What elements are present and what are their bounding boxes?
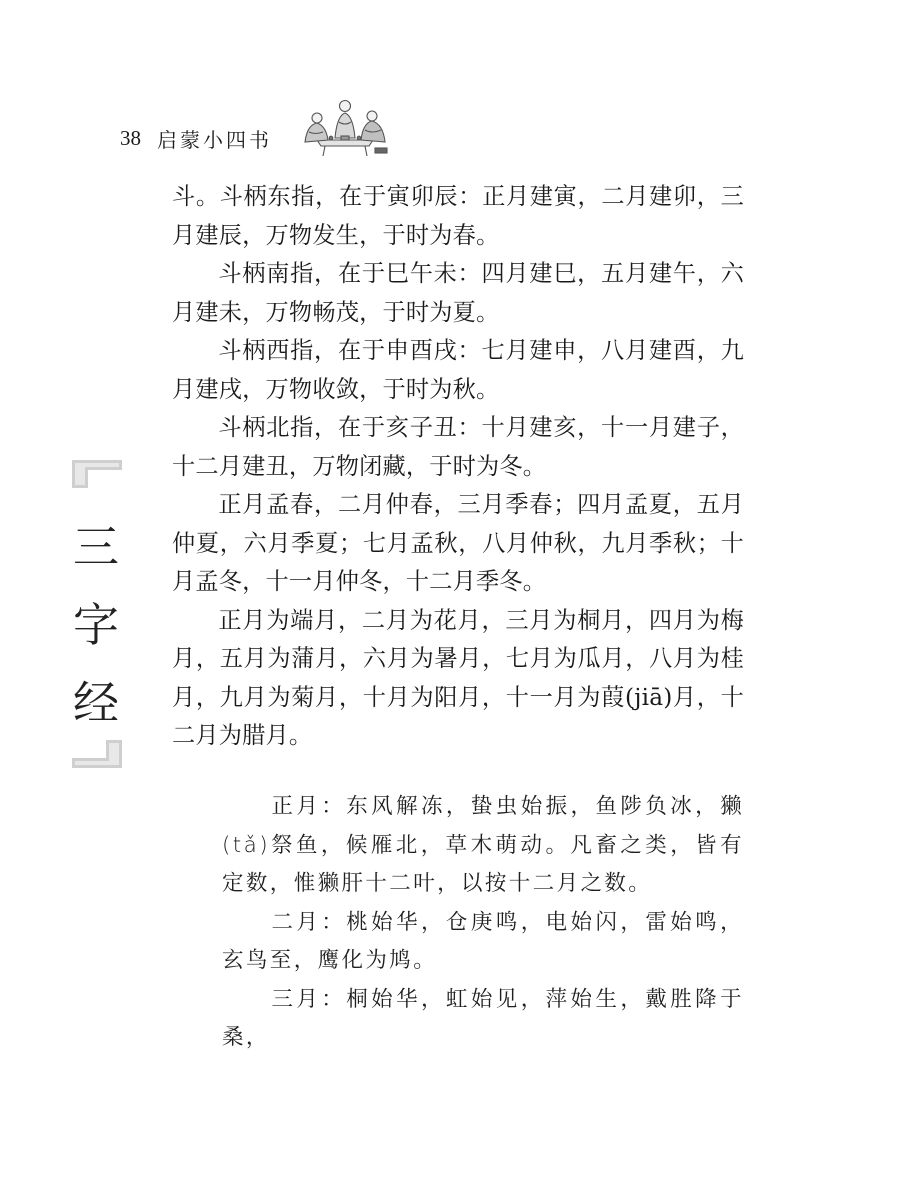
page-number: 38: [120, 125, 141, 150]
main-paragraph: 正月为端月，二月为花月，三月为桐月，四月为梅月，五月为蒲月，六月为暑月，七月为瓜月，八月为桂月，九月为菊月，十月为阳月，十一月为葭(jiā)月，十二月为腊月。: [172, 606, 744, 749]
side-title: [66, 508, 126, 742]
main-paragraph: 正月孟春，二月仲春，三月季春；四月孟夏，五月仲夏，六月季夏；七月孟秋，八月仲秋，九月季秋；十月孟冬，十一月仲冬，十二月季冬。: [172, 491, 744, 595]
side-title-char: 经: [73, 676, 119, 730]
main-paragraph: 斗柄南指，在于巳午未：四月建巳，五月建午，六月建未，万物畅茂，于时为夏。: [172, 260, 744, 326]
bracket-bottom-icon: [72, 740, 122, 768]
annotation-text-block: [222, 788, 744, 1058]
annotation-paragraph: 二月：桃始华，仓庚鸣，电始闪，雷始鸣，玄鸟至，鹰化为鸠。: [222, 909, 744, 973]
bracket-top-icon: [72, 460, 122, 488]
side-title-char: 字: [73, 598, 119, 652]
main-paragraph: 斗。斗柄东指，在于寅卯辰：正月建寅，二月建卯，三月建辰，万物发生，于时为春。: [172, 183, 744, 249]
scholars-illustration-icon: [295, 92, 391, 158]
side-title-char: 三: [73, 520, 119, 574]
main-paragraph: 斗柄西指，在于申酉戌：七月建申，八月建酉，九月建戌，万物收敛，于时为秋。: [172, 337, 744, 403]
main-text-block: [172, 178, 744, 756]
side-section-label: [66, 460, 126, 770]
book-title: 启蒙小四书: [157, 127, 272, 152]
running-header: [120, 118, 272, 158]
main-paragraph: 斗柄北指，在于亥子丑：十月建亥，十一月建子，十二月建丑，万物闭藏，于时为冬。: [172, 414, 744, 480]
annotation-paragraph: 正月：东风解冻，蛰虫始振，鱼陟负冰，獭(tǎ)祭鱼，候雁北，草木萌动。凡畜之类，皆有定数，惟獭肝十二叶，以按十二月之数。: [222, 794, 744, 896]
annotation-paragraph: 三月：桐始华，虹始见，萍始生，戴胜降于桑，: [222, 986, 744, 1050]
